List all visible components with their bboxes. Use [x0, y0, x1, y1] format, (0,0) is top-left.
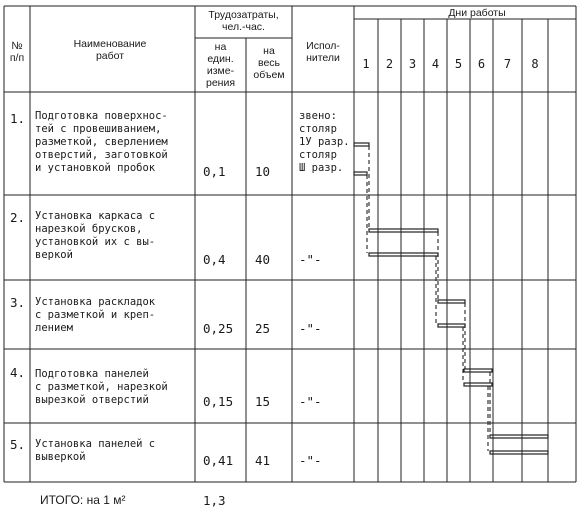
- day-number: 8: [531, 57, 539, 71]
- row-3-name: Установка раскладок с разметкой и креп- лением: [35, 296, 156, 334]
- gantt-bars-row-2: [369, 229, 438, 256]
- col-header-total: на весь объем: [253, 45, 285, 81]
- footer-total-label: ИТОГО: на 1 м²: [40, 493, 126, 507]
- row-1-executors: звено: столяр 1У разр. столяр Ш разр.: [299, 110, 350, 174]
- day-number: 1: [362, 57, 370, 71]
- gantt-bars-row-5: [490, 435, 548, 454]
- gantt-bars-row-3: [438, 300, 465, 327]
- row-2-per-unit: 0,4: [203, 252, 226, 267]
- row-2-number: 2.: [10, 210, 26, 225]
- row-2-executors: -"-: [299, 252, 322, 267]
- row-5-number: 5.: [10, 437, 26, 452]
- row-4-number: 4.: [10, 365, 26, 380]
- row-1-per-unit: 0,1: [203, 164, 226, 179]
- col-header-executors: Испол- нители: [306, 40, 340, 64]
- footer-total-value: 1,3: [203, 493, 226, 508]
- row-5-total: 41: [255, 453, 271, 468]
- gantt-bars-row-4: [464, 369, 492, 386]
- row-4-per-unit: 0,15: [203, 394, 234, 409]
- col-header-name: Наименование работ: [73, 38, 147, 62]
- day-number: 2: [385, 57, 394, 71]
- col-header-days: Дни работы: [448, 7, 506, 19]
- row-4-total: 15: [255, 394, 271, 409]
- row-5-executors: -"-: [299, 453, 322, 468]
- row-4-executors: -"-: [299, 394, 322, 409]
- row-2-name: Установка каркаса с нарезкой брусков, установкой их с вы- веркой: [35, 210, 156, 261]
- row-3-per-unit: 0,25: [203, 321, 234, 336]
- day-number: 3: [408, 57, 417, 71]
- row-5-name: Установка панелей с выверкой: [35, 438, 156, 463]
- gantt-dependency-links: [367, 146, 490, 451]
- day-number: 7: [503, 57, 512, 71]
- row-3-number: 3.: [10, 295, 26, 310]
- row-2-total: 40: [255, 252, 271, 267]
- gantt-bars-row-1: [354, 143, 369, 175]
- day-number: 4: [431, 57, 440, 71]
- day-number: 6: [477, 57, 486, 71]
- row-1-total: 10: [255, 164, 271, 179]
- col-header-labor: Трудозатраты, чел.-час.: [208, 9, 279, 33]
- day-number: 5: [454, 57, 463, 71]
- row-4-name: Подготовка панелей с разметкой, нарезкой вырезкой отверстий: [35, 368, 168, 406]
- row-1-name: Подготовка поверхнос- тей с провешиванием, разметкой, сверлением отверстий, заготовкой и установкой пробок: [35, 110, 168, 174]
- row-3-total: 25: [255, 321, 271, 336]
- col-header-no: № п/п: [9, 40, 25, 64]
- row-3-executors: -"-: [299, 321, 322, 336]
- row-1-number: 1.: [10, 111, 26, 126]
- row-5-per-unit: 0,41: [203, 453, 234, 468]
- col-header-per-unit: на един. изме- рения: [205, 41, 236, 89]
